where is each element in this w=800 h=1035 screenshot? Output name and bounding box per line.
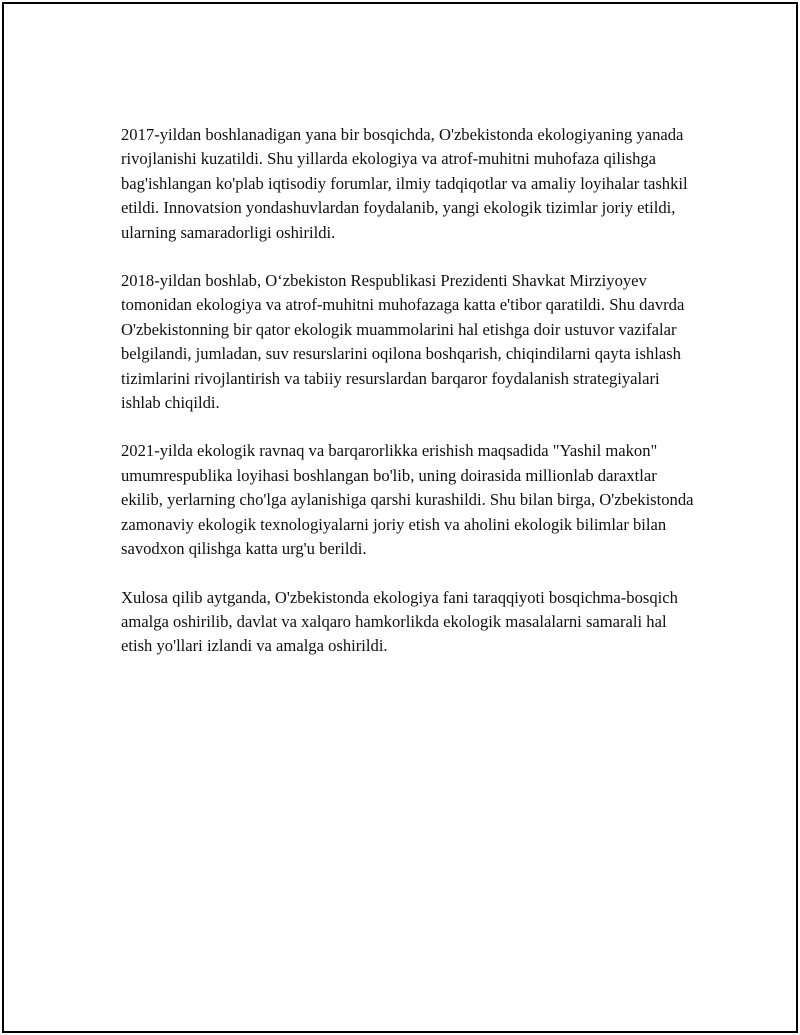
paragraph-2021: 2021-yilda ekologik ravnaq va barqarorlikka erishish maqsadida "Yashil makon" umumrespublika loyihasi boshlangan bo'lib, uning doirasida millionlab daraxtlar ekilib, yerlarning cho'lga aylanishiga qarshi kurashildi. Shu bilan birga, O'zbekistonda zamonaviy ekologik texnologiyalarni joriy etish va aholini ekologik bilimlar bilan savodxon qilishga katta urg'u berildi. xyxy=(121,441,694,559)
paragraph-2017: 2017-yildan boshlanadigan yana bir bosqichda, O'zbekistonda ekologiyaning yanada rivojlanishi kuzatildi. Shu yillarda ekologiya va atrof-muhitni muhofaza qilishga bag'ishlangan ko'plab iqtisodiy forumlar, ilmiy tadqiqotlar va amaliy loyihalar tashkil etildi. Innovatsion yondashuvlardan foydalanib, yangi ekologik tizimlar joriy etildi, ularning samaradorligi oshirildi. xyxy=(121,125,688,242)
page-frame xyxy=(2,2,798,1033)
document-body xyxy=(121,123,701,683)
paragraph-2018: 2018-yildan boshlab, O‘zbekiston Respublikasi Prezidenti Shavkat Mirziyoyev tomonidan ekologiya va atrof-muhitni muhofazaga katta e'tibor qaratildi. Shu davrda O'zbekistonning bir qator ekologik muammolarini hal etishga doir ustuvor vazifalar belgilandi, jumladan, suv resurslarini oqilona boshqarish, chiqindilarni qayta ishlash tizimlarini rivojlantirish va tabiiy resurslardan barqaror foydalanish strategiyalari ishlab chiqildi. xyxy=(121,271,685,413)
paragraph-conclusion: Xulosa qilib aytganda, O'zbekistonda ekologiya fani taraqqiyoti bosqichma-bosqich amalga oshirilib, davlat va xalqaro hamkorlikda ekologik masalalarni samarali hal etish yo'llari izlandi va amalga oshirildi. xyxy=(121,587,678,656)
